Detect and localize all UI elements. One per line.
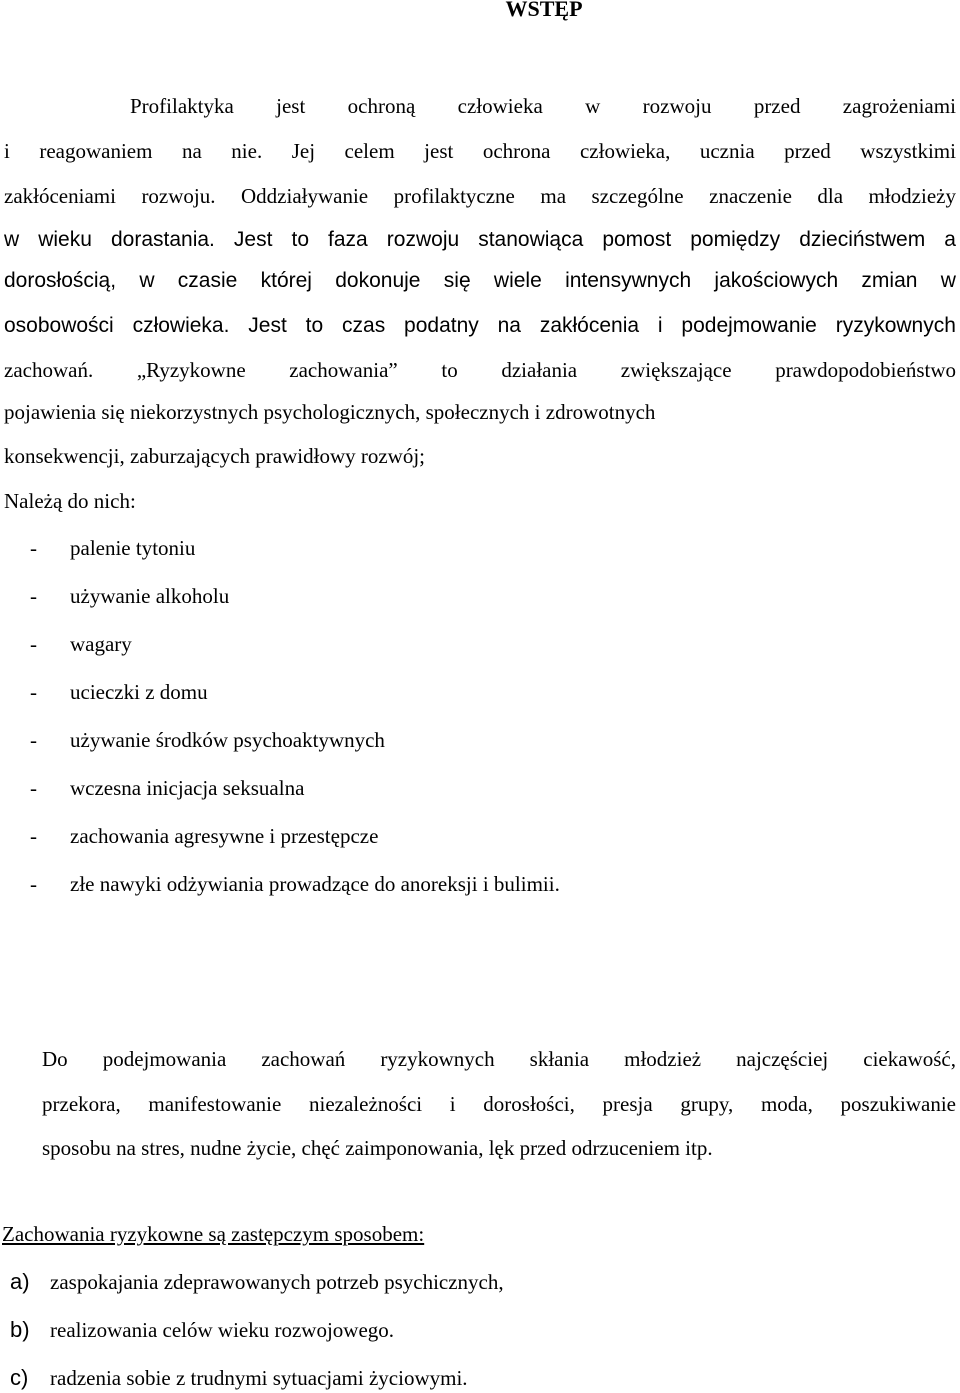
word: rozwoju. xyxy=(141,184,216,208)
list-item xyxy=(30,822,378,850)
word: to xyxy=(441,358,458,382)
list-item-text: wagary xyxy=(70,632,132,656)
intro-line-3 xyxy=(4,182,956,210)
substitute-heading: Zachowania ryzykowne są zastępczym sposobem: xyxy=(2,1222,425,1246)
word: grupy, xyxy=(680,1092,734,1116)
word: zakłóceniami xyxy=(4,184,116,208)
word: skłania xyxy=(529,1047,590,1071)
word: dzieciństwem xyxy=(799,228,926,251)
dash-marker: - xyxy=(30,872,37,896)
word: ucznia xyxy=(699,139,755,163)
word: w xyxy=(4,228,20,251)
word: ma xyxy=(540,184,567,208)
word: a xyxy=(944,228,956,251)
list-intro: Należą do nich: xyxy=(4,489,136,513)
word: młodzież xyxy=(624,1047,702,1071)
word: zachowań xyxy=(261,1047,346,1071)
word: przed xyxy=(784,139,831,163)
dash-marker: - xyxy=(30,728,37,752)
word: zagrożeniami xyxy=(842,94,956,118)
word: wieku xyxy=(38,228,92,251)
word: Profilaktyka xyxy=(130,94,234,118)
motives-line-2 xyxy=(42,1090,956,1118)
dash-marker: - xyxy=(30,680,37,704)
word: reagowaniem xyxy=(39,139,153,163)
word: i xyxy=(4,139,10,163)
word: dorastania. xyxy=(110,228,215,251)
word: rozwoju xyxy=(386,228,460,251)
dash-marker: - xyxy=(30,584,37,608)
word: to xyxy=(291,228,309,251)
list-item-text: radzenia sobie z trudnymi sytuacjami życiowymi. xyxy=(50,1366,468,1390)
word: przed xyxy=(753,94,801,118)
word: Jest xyxy=(233,228,273,251)
list-marker: a) xyxy=(10,1269,30,1294)
list-item-text: zachowania agresywne i przestępcze xyxy=(70,824,379,848)
word: dla xyxy=(817,184,844,208)
word: jest xyxy=(424,139,454,163)
word: podatny xyxy=(404,314,479,337)
word: zachowania” xyxy=(289,358,398,382)
word: stanowiąca xyxy=(478,228,584,251)
word: w xyxy=(585,94,601,118)
word: się xyxy=(443,269,471,292)
word: Jest xyxy=(248,314,287,337)
word: zachowań. xyxy=(4,358,94,382)
word: wiele xyxy=(493,269,542,292)
list-item xyxy=(30,630,132,658)
word: zakłócenia xyxy=(539,314,640,337)
word: działania xyxy=(501,358,578,382)
intro-line-2 xyxy=(4,137,956,165)
word: ochrona xyxy=(482,139,551,163)
word: intensywnych xyxy=(565,269,692,292)
word: ryzykownych xyxy=(380,1047,495,1071)
word: presja xyxy=(602,1092,653,1116)
word: celem xyxy=(344,139,395,163)
word: dokonuje xyxy=(335,269,421,292)
list-item-text: realizowania celów wieku rozwojowego. xyxy=(50,1318,395,1342)
list-item-text: zaspokajania zdeprawowanych potrzeb psychicznych, xyxy=(50,1270,504,1294)
word: jakościowych xyxy=(714,269,839,292)
word: dorosłości, xyxy=(483,1092,575,1116)
dash-marker: - xyxy=(30,824,37,848)
list-item xyxy=(30,774,304,802)
list-marker: b) xyxy=(10,1317,30,1342)
intro-line-5 xyxy=(4,267,956,295)
word: to xyxy=(305,314,324,337)
word: znaczenie xyxy=(709,184,792,208)
list-item xyxy=(10,1316,394,1344)
word: człowieka, xyxy=(579,139,671,163)
word: czas xyxy=(342,314,386,337)
list-item xyxy=(30,870,560,898)
list-item xyxy=(30,534,195,562)
word: poszukiwanie xyxy=(840,1092,956,1116)
word: dorosłością, xyxy=(4,269,117,292)
intro-line-8: pojawienia się niekorzystnych psychologicznych, społecznych i zdrowotnych xyxy=(4,400,656,424)
intro-line-9: konsekwencji, zaburzających prawidłowy rozwój; xyxy=(4,444,426,468)
list-item-text: używanie środków psychoaktywnych xyxy=(70,728,385,752)
word: przekora, xyxy=(42,1092,121,1116)
list-item xyxy=(10,1268,504,1296)
word: na xyxy=(181,139,202,163)
list-item-text: wczesna inicjacja seksualna xyxy=(70,776,305,800)
intro-line-4 xyxy=(4,226,956,254)
word: wszystkimi xyxy=(860,139,956,163)
word: ochroną xyxy=(347,94,416,118)
word: moda, xyxy=(760,1092,813,1116)
motives-line-1 xyxy=(42,1045,956,1073)
word: jest xyxy=(276,94,306,118)
list-item-text: używanie alkoholu xyxy=(70,584,230,608)
list-item xyxy=(30,582,229,610)
word: czasie xyxy=(177,269,238,292)
dash-marker: - xyxy=(30,776,37,800)
word: faza xyxy=(328,228,368,251)
word: Do xyxy=(42,1047,68,1071)
list-marker: c) xyxy=(10,1365,29,1390)
list-item xyxy=(30,678,208,706)
word: i xyxy=(449,1092,456,1116)
word: zmian xyxy=(861,269,918,292)
word: na xyxy=(497,314,521,337)
intro-line-1 xyxy=(130,92,956,120)
word: człowieka. xyxy=(132,314,230,337)
word: Oddziaływanie xyxy=(241,184,369,208)
word: młodzieży xyxy=(868,184,956,208)
list-item xyxy=(30,726,385,754)
motives-line-3: sposobu na stres, nudne życie, chęć zaimponowania, lęk przed odrzuceniem itp. xyxy=(42,1136,713,1160)
word: ciekawość, xyxy=(863,1047,956,1071)
word: szczególne xyxy=(591,184,684,208)
word: w xyxy=(139,269,155,292)
word: podejmowanie xyxy=(681,314,817,337)
word: której xyxy=(260,269,312,292)
word: „Ryzykowne xyxy=(136,358,246,382)
word: w xyxy=(940,269,956,292)
word: rozwoju xyxy=(642,94,712,118)
word: pomiędzy xyxy=(690,228,781,251)
dash-marker: - xyxy=(30,632,37,656)
intro-line-7 xyxy=(4,356,956,384)
word: najczęściej xyxy=(736,1047,829,1071)
word: prawdopodobieństwo xyxy=(775,358,956,382)
list-item-text: palenie tytoniu xyxy=(70,536,196,560)
word: zwiększające xyxy=(620,358,732,382)
list-item-text: złe nawyki odżywiania prowadzące do anoreksji i bulimii. xyxy=(70,872,560,896)
intro-line-6 xyxy=(4,312,956,340)
word: Jej xyxy=(291,139,316,163)
word: niezależności xyxy=(309,1092,423,1116)
list-item xyxy=(10,1364,468,1392)
page-title: WSTĘP xyxy=(505,0,583,21)
dash-marker: - xyxy=(30,536,37,560)
word: i xyxy=(657,314,663,337)
word: ryzykownych xyxy=(835,314,956,337)
word: nie. xyxy=(231,139,263,163)
word: podejmowania xyxy=(102,1047,227,1071)
word: profilaktyczne xyxy=(393,184,515,208)
word: manifestowanie xyxy=(148,1092,282,1116)
list-item-text: ucieczki z domu xyxy=(70,680,208,704)
word: osobowości xyxy=(4,314,114,337)
word: pomost xyxy=(602,228,672,251)
word: człowieka xyxy=(457,94,543,118)
